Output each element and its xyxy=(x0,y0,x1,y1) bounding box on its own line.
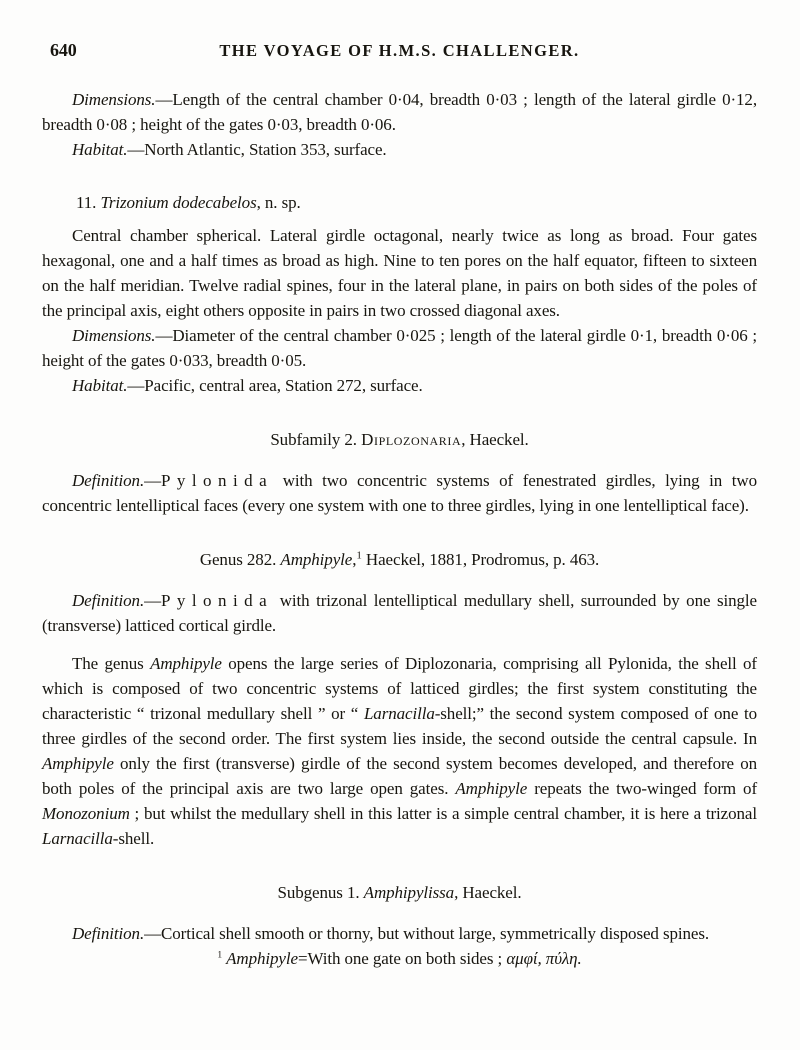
running-title: THE VOYAGE OF H.M.S. CHALLENGER. xyxy=(219,41,580,60)
text-segment-italic: Habitat. xyxy=(72,376,128,395)
text-segment-italic: Amphipyle xyxy=(455,779,528,798)
text-segment-italic: Amphipyle xyxy=(280,550,353,569)
subgenus-definition xyxy=(42,921,757,946)
text-segment-italic: Amphipyle xyxy=(150,654,222,673)
text-segment: opens the large series of Diplozonaria, comprising all Pylonida, the shell of which is composed of two concentric systems of latticed girdles; the first system constituting the characteristic “ trizonal medullary shell ” or “ xyxy=(42,654,757,723)
text-segment: = xyxy=(297,949,308,968)
text-segment-italic: Dimensions. xyxy=(72,326,156,345)
subfamily-heading xyxy=(42,427,757,452)
text-segment-italic: Habitat. xyxy=(72,140,128,159)
page-content xyxy=(42,87,757,968)
text-segment-italic: Definition. xyxy=(72,591,145,610)
text-segment-italic: Larnacilla xyxy=(42,829,113,848)
text-segment-spaced: Pylonida xyxy=(161,471,274,490)
text-segment: — xyxy=(144,471,161,490)
subgenus-heading xyxy=(42,880,757,905)
text-segment-italic: Monozonium xyxy=(42,804,130,823)
text-segment: —Diameter of the central chamber 0·025 ; length of the lateral girdle 0·1, breadth 0·06 ; height of the gates 0·033, breadth 0·05. xyxy=(42,326,757,370)
text-segment: With one gate on both sides ; xyxy=(307,949,507,968)
text-segment: only the first (transverse) girdle of the second system becomes developed, and therefore on both poles of the principal axis are two large open gates. xyxy=(42,754,757,798)
text-segment: with two concentric systems of fenestrated girdles, lying in two concentric lentelliptical faces (every one system with one to three girdles, lying in one lentelliptical face). xyxy=(42,471,757,515)
text-segment: Subgenus 1. xyxy=(277,883,364,902)
text-segment: The genus xyxy=(72,654,151,673)
text-segment-italic: Amphipylissa xyxy=(363,883,455,902)
footnote xyxy=(42,950,757,968)
genus-heading xyxy=(42,547,757,572)
text-segment-sup: 1 xyxy=(217,950,222,961)
text-segment: -shell;” the second system composed of one to three girdles of the second order. The first system lies inside, the second outside the central capsule. In xyxy=(42,704,757,748)
habitat-paragraph-1 xyxy=(42,137,757,162)
text-segment: — xyxy=(144,591,161,610)
text-segment: Subfamily 2. xyxy=(270,430,362,449)
text-segment-italic: Amphipyle xyxy=(42,754,114,773)
habitat-paragraph-2 xyxy=(42,373,757,398)
species-description xyxy=(42,223,757,323)
text-segment-italic: Dimensions. xyxy=(72,90,156,109)
text-segment: repeats the two-winged form of xyxy=(527,779,758,798)
text-segment-smallcaps: Diplozonaria xyxy=(361,430,462,449)
genus-discussion xyxy=(42,651,757,851)
text-segment: —North Atlantic, Station 353, surface. xyxy=(127,140,387,159)
page-number: 640 xyxy=(50,40,77,60)
text-segment: Haeckel, 1881, Prodromus, p. 463. xyxy=(361,550,600,569)
text-segment: , xyxy=(352,550,357,569)
text-segment-sup: 1 xyxy=(356,549,362,562)
species-heading xyxy=(42,190,757,215)
text-segment: Central chamber spherical. Lateral girdle octagonal, nearly twice as long as broad. Four gates hexagonal, one and a half times as broad as high. Nine to ten pores on the half equator, fifteen to sixteen on the half meridian. Twelve radial spines, four in the lateral plane, in pairs on both sides of the poles of the principal axis, eight others opposite in pairs in two crossed diagonal axes. xyxy=(42,226,757,320)
text-segment-italic: Trizonium dodecabelos xyxy=(100,193,257,212)
subfamily-definition xyxy=(42,468,757,518)
text-segment-italic: Amphipyle xyxy=(226,949,298,968)
text-segment: —Pacific, central area, Station 272, surface. xyxy=(127,376,423,395)
text-segment: 11. xyxy=(76,193,101,212)
text-segment-spaced: Pylonida xyxy=(161,591,274,610)
text-segment: with trizonal lentelliptical medullary shell, surrounded by one single (transverse) latticed cortical girdle. xyxy=(42,591,757,635)
text-segment-italic: Larnacilla xyxy=(363,704,435,723)
text-segment-italic: αμφί, πύλη. xyxy=(506,949,582,968)
text-segment-italic: Definition. xyxy=(72,924,145,943)
text-segment: Genus 282. xyxy=(199,550,281,569)
genus-definition xyxy=(42,588,757,638)
text-segment-italic: Definition. xyxy=(72,471,145,490)
page-header xyxy=(42,38,757,60)
text-segment: , Haeckel. xyxy=(454,883,522,902)
text-segment: , n. sp. xyxy=(256,193,301,212)
text-segment: , Haeckel. xyxy=(461,430,529,449)
text-segment: —Length of the central chamber 0·04, breadth 0·03 ; length of the lateral girdle 0·12, breadth 0·08 ; height of the gates 0·03, breadth 0·06. xyxy=(42,90,757,134)
text-segment: -shell. xyxy=(112,829,155,848)
text-segment: ; but whilst the medullary shell in this latter is a simple central chamber, it is here a trizonal xyxy=(129,804,757,823)
dimensions-paragraph-2 xyxy=(42,323,757,373)
text-segment: —Cortical shell smooth or thorny, but without large, symmetrically disposed spines. xyxy=(144,924,710,943)
dimensions-paragraph-1 xyxy=(42,87,757,137)
